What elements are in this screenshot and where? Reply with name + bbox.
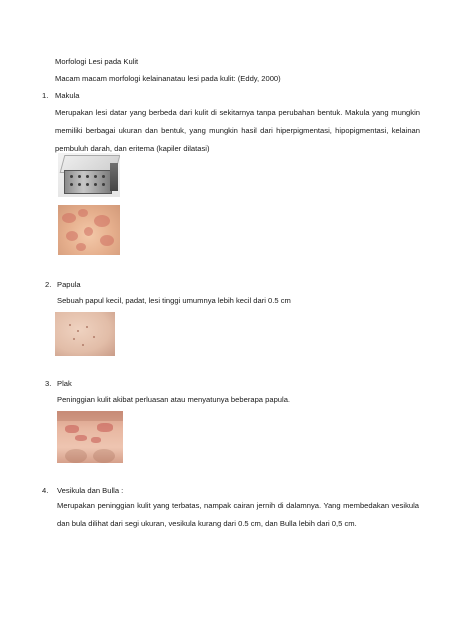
papula-photo [55,312,115,356]
section-2-number: 2. [45,280,52,289]
section-2-heading: Papula [57,280,81,289]
section-1-body: Merupakan lesi datar yang berbeda dari kulit di sekitarnya tanpa perubahan bentuk. Makula yang mungkin memiliki berbagai ukuran dan bentuk, yang mungkin hasil dari hiperpigmentasi, hipopigmentasi, kelainan pembuluh darah, dan eritema (kapiler dilatasi) [55,108,420,153]
makula-photo-metal-box [58,153,120,197]
section-4-number: 4. [42,486,49,495]
section-3-number: 3. [45,379,52,388]
section-1-heading: Makula [55,91,80,100]
section-1-number: 1. [42,91,49,100]
intro-text: Macam macam morfologi kelainanatau lesi pada kulit: (Eddy, 2000) [55,74,281,83]
section-4-body: Merupakan peninggian kulit yang terbatas, nampak cairan jernih di dalamnya. Yang membedakan vesikula dan bula dilihat dari segi ukuran, vesikula kurang dari 0.5 cm, dan Bulla lebih dari 0,5 cm. [57,501,419,528]
section-2-body: Sebuah papul kecil, padat, lesi tinggi umumnya lebih kecil dari 0.5 cm [57,296,291,305]
makula-photo-skin-back [58,205,120,255]
section-3-body: Peninggian kulit akibat perluasan atau menyatunya beberapa papula. [57,395,291,404]
section-3-heading: Plak [57,379,72,388]
plak-photo [57,411,123,463]
document-title: Morfologi Lesi pada Kulit [55,57,139,66]
section-4-heading: Vesikula dan Bulla : [57,486,124,495]
